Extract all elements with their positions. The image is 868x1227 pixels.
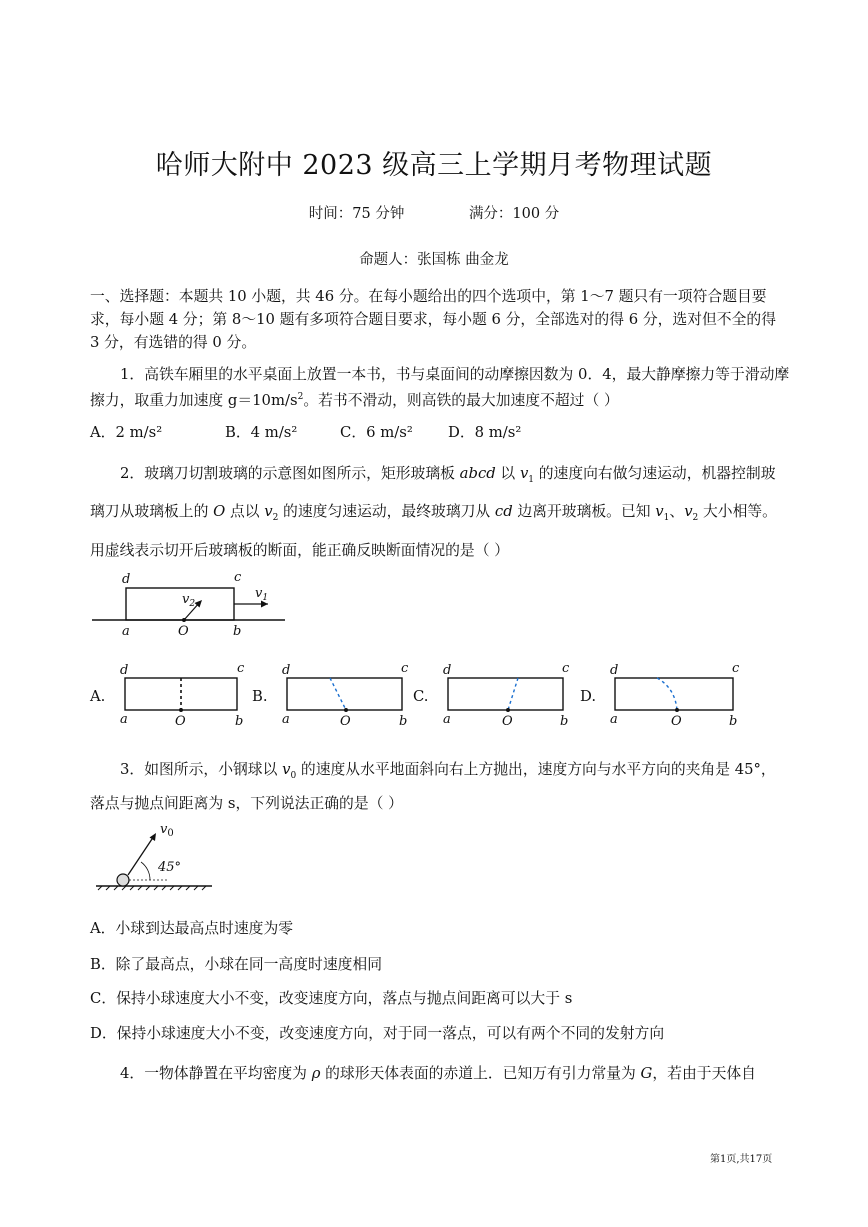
q1-option-a: A．2 m/s² (90, 424, 163, 441)
q3-v0-arrow (128, 836, 154, 875)
question-4 (90, 1062, 790, 1085)
q3-v0-sub: 0 (290, 770, 297, 781)
glass-plate (126, 588, 234, 620)
label-v1 (255, 586, 268, 603)
q2-option-d-diagram (605, 660, 745, 730)
q2-v2: v (264, 503, 273, 521)
q4-rho: ρ (311, 1065, 321, 1082)
label-v2-sub: 2 (189, 599, 196, 609)
option-a-label-O: O (175, 714, 186, 729)
exam-title: 哈师大附中 2023 级高三上学期月考物理试题 (155, 150, 713, 181)
q4-text: 的球形天体表面的赤道上．已知万有引力常量为 (320, 1065, 641, 1082)
q2-text: 、 (669, 503, 685, 521)
q1-option-b: B．4 m/s² (225, 424, 298, 441)
q4-G: G (640, 1065, 653, 1082)
option-c-label-d: d (443, 663, 452, 678)
q2-text: 点以 (225, 503, 265, 521)
q2-cd: cd (494, 503, 513, 521)
option-d-label-c: c (732, 661, 740, 676)
option-a-point-O (179, 708, 183, 712)
q2-v1-sub: 1 (528, 474, 535, 485)
exam-meta (0, 202, 868, 223)
option-a-label-b: b (235, 714, 244, 729)
q4-text: 4．一物体静置在平均密度为 (120, 1065, 312, 1082)
q2-v1b-sub: 1 (663, 513, 670, 524)
option-b-cut-line (330, 678, 346, 710)
option-d-plate (615, 678, 733, 710)
q2-text: 以 (495, 465, 520, 482)
question-1 (90, 363, 790, 412)
q2-text: 边离开玻璃板。已知 (512, 503, 656, 521)
q3-v0: v (282, 761, 291, 778)
option-c-label-b: b (560, 714, 569, 729)
q2-option-c-label: C. (413, 688, 429, 705)
q2-O: O (213, 503, 226, 521)
option-b-label-c: c (401, 661, 409, 676)
label-d: d (122, 572, 131, 587)
q2-option-d-label: D. (580, 688, 597, 705)
exam-time: 时间：75 分钟 (308, 206, 405, 222)
q2-option-a-label: A. (90, 688, 106, 705)
option-c-label-O: O (502, 714, 513, 729)
label-v2-main: v (182, 592, 190, 607)
option-b-label-a: a (282, 712, 290, 727)
section-instructions: 一、选择题：本题共 10 小题，共 46 分。在每小题给出的四个选项中，第 1～7 题只有一项符合题目要求，每小题 4 分；第 8～10 题有多项符合题目要求，每小题 6 分，全部选对的得 6 分，选对但不全的得 3 分，有选错的得 0 分。 (90, 288, 776, 351)
option-b-label-d: d (282, 663, 291, 678)
q2-v1b: v (655, 503, 664, 521)
q1-text-b: 。若书不滑动，则高铁的最大加速度不超过（ ） (303, 391, 619, 409)
q2-option-b-label: B. (252, 688, 268, 705)
label-v1-main: v (255, 586, 263, 601)
q3-v0-label-sub: 0 (167, 828, 174, 839)
page-footer: 第1页,共17页 (710, 1154, 773, 1165)
label-b: b (233, 624, 242, 639)
q3-option-d: D．保持小球速度大小不变，改变速度方向，对于同一落点，可以有两个不同的发射方向 (90, 1025, 665, 1042)
option-d-label-d: d (610, 663, 619, 678)
option-b-label-O: O (340, 714, 351, 729)
q1-option-c: C．6 m/s² (340, 424, 413, 441)
q3-diagram (92, 818, 217, 898)
option-d-cut-line (657, 678, 677, 710)
q2-option-c-diagram (438, 660, 573, 730)
q2-abcd: abcd (459, 465, 496, 482)
q1-option-d: D．8 m/s² (448, 424, 522, 441)
q1-sup: 2 (297, 392, 304, 402)
option-b-label-b: b (399, 714, 408, 729)
q2-v1: v (519, 465, 529, 482)
option-b-plate (287, 678, 402, 710)
option-c-label-a: a (443, 712, 451, 727)
option-a-label-a: a (120, 712, 128, 727)
q2-main-diagram (90, 565, 290, 640)
q4-text: ，若由于天体自 (652, 1065, 756, 1082)
q2-option-a-diagram (115, 660, 250, 730)
q2-text: 2．玻璃刀切割玻璃的示意图如图所示，矩形玻璃板 (120, 465, 460, 482)
question-3 (90, 756, 790, 818)
q3-v0-label-main: v (160, 822, 168, 837)
option-a-label-c: c (237, 661, 245, 676)
q2-text: 的速度向右做匀速运动，机器控制玻璃刀从玻璃板上的 (90, 465, 776, 521)
label-a: a (122, 624, 130, 639)
option-b-point-O (344, 708, 348, 712)
option-d-label-O: O (671, 714, 682, 729)
q2-option-b-diagram (277, 660, 412, 730)
label-v2 (182, 592, 195, 609)
label-O: O (178, 624, 189, 639)
exam-author: 命题人：张国栋 曲金龙 (359, 252, 509, 268)
label-c: c (234, 570, 242, 585)
point-O (182, 618, 186, 622)
q2-v2b-sub: 2 (692, 513, 699, 524)
exam-score: 满分：100 分 (468, 206, 560, 222)
q3-option-c: C．保持小球速度大小不变，改变速度方向，落点与抛点间距离可以大于 s (90, 990, 573, 1007)
question-2 (90, 458, 790, 566)
q3-v0-label (160, 822, 174, 839)
option-c-point-O (506, 708, 510, 712)
option-d-label-a: a (610, 712, 618, 727)
q3-text: 的速度从水平地面斜向右上方抛出，速度方向与水平方向的夹角是 45°，落点与抛点间距离为 s，下列说法正确的是（ ） (90, 761, 776, 812)
q3-v0-arrowhead (150, 833, 157, 841)
q3-option-b: B．除了最高点，小球在同一高度时速度相同 (90, 956, 383, 973)
q2-v2-sub: 2 (272, 513, 279, 524)
option-c-cut-line (508, 678, 518, 710)
option-c-plate (448, 678, 563, 710)
option-c-label-c: c (562, 661, 570, 676)
q3-option-a: A．小球到达最高点时速度为零 (90, 920, 294, 937)
q3-angle-label: 45° (158, 860, 182, 875)
q2-text: 的速度匀速运动，最终玻璃刀从 (278, 503, 495, 521)
q1-text-a: 1．高铁车厢里的水平桌面上放置一本书，书与桌面间的动摩擦因数为 0．4，最大静摩擦力等于滑动摩擦力，取重力加速度 g＝10m/s (90, 366, 790, 409)
option-a-label-d: d (120, 663, 129, 678)
q3-text: 3．如图所示，小钢球以 (120, 761, 283, 778)
q3-angle-arc (141, 862, 150, 880)
option-d-point-O (675, 708, 679, 712)
option-d-label-b: b (729, 714, 738, 729)
option-a-plate (125, 678, 237, 710)
q2-v2b: v (684, 503, 693, 521)
q2-text: 大小相等。用虚线表示切开后玻璃板的断面，能正确反映断面情况的是（ ） (90, 503, 777, 559)
steel-ball (117, 874, 129, 886)
label-v1-sub: 1 (262, 593, 269, 603)
